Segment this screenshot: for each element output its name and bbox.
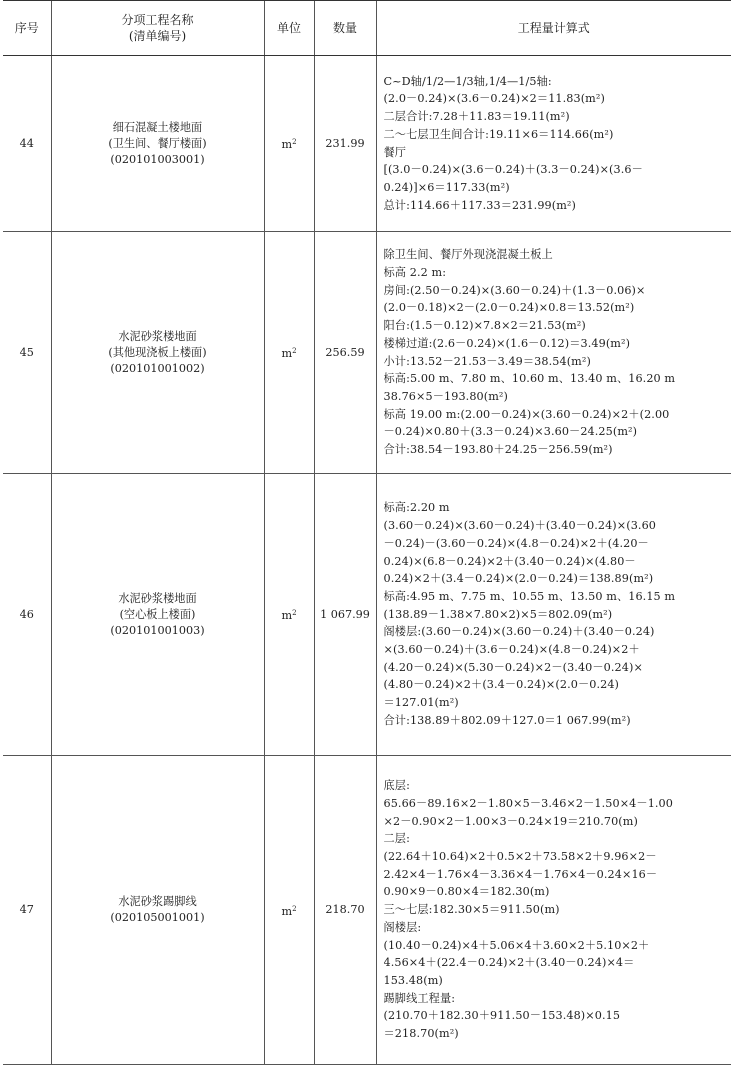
header-item-name-line2: (清单编号) <box>128 29 187 43</box>
formula-line: ×2－0.90×2－1.00×3－0.24×19＝210.70(m) <box>383 814 638 828</box>
formula-line: (3.60－0.24)×(3.60－0.24)＋(3.40－0.24)×(3.60 <box>383 519 657 533</box>
item-name-line: 水泥砂浆楼地面 <box>118 329 197 343</box>
item-name-cell <box>51 56 264 232</box>
unit-superscript: 2 <box>292 904 297 913</box>
formula-line: (210.70＋182.30＋911.50－153.48)×0.15 <box>383 1009 621 1023</box>
formula-line: 65.66－89.16×2－1.80×5－3.46×2－1.50×4－1.00 <box>383 796 673 810</box>
item-name-cell <box>51 474 264 756</box>
unit-text: m <box>281 904 293 918</box>
item-name-cell <box>51 756 264 1065</box>
header-formula: 工程量计算式 <box>376 1 731 56</box>
formula-line: (2.0－0.24)×(3.6－0.24)×2＝11.83(m²) <box>383 92 605 106</box>
formula-cell <box>376 232 731 474</box>
formula-line: 总计:114.66＋117.33＝231.99(m²) <box>383 198 576 212</box>
row-number: 46 <box>3 474 51 756</box>
quantity-calculation-table <box>3 0 731 1065</box>
formula-line: 标高 19.00 m:(2.00－0.24)×(3.60－0.24)×2＋(2.00 <box>383 407 670 421</box>
item-name-line: 细石混凝土楼地面 <box>112 120 203 134</box>
item-name-line: (020101001002) <box>110 361 205 375</box>
unit-text: m <box>281 138 293 151</box>
item-name-line: (020101003001) <box>110 152 205 166</box>
formula-line: 合计:38.54－193.80＋24.25－256.59(m²) <box>383 443 613 457</box>
row-number: 45 <box>3 232 51 474</box>
formula-line: －0.24)－(3.60－0.24)×(4.8－0.24)×2＋(4.20－ <box>383 536 649 550</box>
table-header-row <box>3 1 731 56</box>
formula-line: C~D轴/1/2—1/3轴,1/4—1/5轴: <box>383 74 552 88</box>
header-item-name-line1: 分项工程名称 <box>121 13 194 27</box>
table-row <box>3 474 731 756</box>
formula-line: (2.0－0.18)×2－(2.0－0.24)×0.8＝13.52(m²) <box>383 301 635 315</box>
item-name-line: 水泥砂浆踢脚线 <box>118 895 197 908</box>
unit-text: m <box>281 347 293 360</box>
formula-line: 标高 2.2 m: <box>383 265 447 279</box>
formula-line: 二层合计:7.28＋11.83＝19.11(m²) <box>383 110 570 124</box>
header-unit: 单位 <box>264 1 314 56</box>
unit-text: m <box>281 609 293 622</box>
formula-line: (10.40－0.24)×4＋5.06×4＋3.60×2＋5.10×2＋ <box>383 938 650 952</box>
table-row <box>3 232 731 474</box>
formula-line: －0.24)×0.80＋(3.3－0.24)×3.60－24.25(m²) <box>383 425 638 439</box>
formula-cell <box>376 756 731 1065</box>
formula-line: [(3.0－0.24)×(3.6－0.24)＋(3.3－0.24)×(3.6－ <box>383 163 643 177</box>
formula-line: 38.76×5－193.80(m²) <box>383 389 508 403</box>
formula-line: 0.24)]×6＝117.33(m²) <box>383 180 510 194</box>
formula-cell <box>376 474 731 756</box>
item-name-line: (空心板上楼面) <box>119 607 196 621</box>
formula-line: 阳台:(1.5－0.12)×7.8×2＝21.53(m²) <box>383 319 586 333</box>
unit-cell <box>264 474 314 756</box>
row-number: 44 <box>3 56 51 232</box>
unit-superscript: 2 <box>292 347 297 355</box>
formula-line: (22.64＋10.64)×2＋0.5×2＋73.58×2＋9.96×2－ <box>383 850 657 864</box>
formula-line: 0.24)×(6.8－0.24)×2＋(3.40－0.24)×(4.80－ <box>383 554 636 568</box>
item-name-cell <box>51 232 264 474</box>
formula-line: 标高:4.95 m、7.75 m、10.55 m、13.50 m、16.15 m <box>383 589 676 603</box>
quantity-cell: 218.70 <box>314 756 376 1065</box>
quantity-cell: 1 067.99 <box>314 474 376 756</box>
formula-line: 4.56×4＋(22.4－0.24)×2＋(3.40－0.24)×4＝ <box>383 956 635 970</box>
formula-line: 标高:2.20 m <box>383 501 450 515</box>
item-name-line: 水泥砂浆楼地面 <box>118 591 197 605</box>
table-row <box>3 756 731 1065</box>
formula-line: ＝218.70(m²) <box>383 1027 459 1041</box>
table-body <box>3 56 731 1065</box>
formula-line: 阁楼层:(3.60－0.24)×(3.60－0.24)＋(3.40－0.24) <box>383 625 655 639</box>
formula-line: 二～七层卫生间合计:19.11×6＝114.66(m²) <box>383 127 614 141</box>
formula-line: ＝127.01(m²) <box>383 696 459 710</box>
unit-cell <box>264 56 314 232</box>
unit-superscript: 2 <box>292 609 297 617</box>
formula-line: 餐厅 <box>383 145 407 159</box>
formula-line: 小计:13.52－21.53－3.49＝38.54(m²) <box>383 354 591 368</box>
unit-cell <box>264 232 314 474</box>
formula-line: 二层: <box>383 832 410 846</box>
formula-line: 合计:138.89＋802.09＋127.0＝1 067.99(m²) <box>383 713 631 727</box>
formula-line: 底层: <box>383 779 410 793</box>
formula-line: 除卫生间、餐厅外现浇混凝土板上 <box>383 248 553 262</box>
formula-line: 阁楼层: <box>383 920 422 934</box>
formula-line: 三～七层:182.30×5＝911.50(m) <box>383 903 560 917</box>
formula-line: (138.89－1.38×7.80×2)×5＝802.09(m²) <box>383 607 613 621</box>
quantity-cell: 256.59 <box>314 232 376 474</box>
quantity-cell: 231.99 <box>314 56 376 232</box>
formula-line: 踢脚线工程量: <box>383 991 456 1005</box>
header-quantity: 数量 <box>314 1 376 56</box>
formula-line: ×(3.60－0.24)＋(3.6－0.24)×(4.8－0.24)×2＋ <box>383 643 640 657</box>
formula-line: 0.90×9－0.80×4＝182.30(m) <box>383 885 550 899</box>
item-name-line: (020105001001) <box>110 911 205 924</box>
unit-cell <box>264 756 314 1065</box>
item-name-line: (卫生间、餐厅楼面) <box>108 136 207 150</box>
formula-line: 标高:5.00 m、7.80 m、10.60 m、13.40 m、16.20 m <box>383 372 676 386</box>
formula-line: 0.24)×2＋(3.4－0.24)×(2.0－0.24)＝138.89(m²) <box>383 572 654 586</box>
unit-superscript: 2 <box>292 138 297 146</box>
formula-cell <box>376 56 731 232</box>
item-name-line: (020101001003) <box>110 623 205 637</box>
formula-line: 153.48(m) <box>383 973 443 987</box>
table-row <box>3 56 731 232</box>
item-name-line: (其他现浇板上楼面) <box>108 345 207 359</box>
formula-line: (4.80－0.24)×2＋(3.4－0.24)×(2.0－0.24) <box>383 678 620 692</box>
row-number: 47 <box>3 756 51 1065</box>
formula-line: 房间:(2.50－0.24)×(3.60－0.24)＋(1.3－0.06)× <box>383 283 646 297</box>
header-no: 序号 <box>3 1 51 56</box>
formula-line: 楼梯过道:(2.6－0.24)×(1.6－0.12)＝3.49(m²) <box>383 336 631 350</box>
formula-line: (4.20－0.24)×(5.30－0.24)×2－(3.40－0.24)× <box>383 660 643 674</box>
header-item-name <box>51 1 264 56</box>
formula-line: 2.42×4－1.76×4－3.36×4－1.76×4－0.24×16－ <box>383 867 658 881</box>
